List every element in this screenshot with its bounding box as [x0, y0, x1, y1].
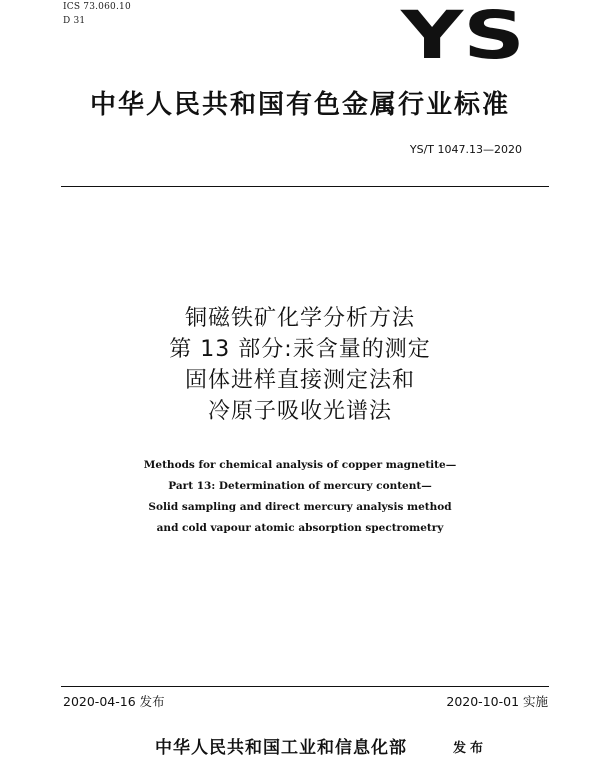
chinese-title-line: 铜磁铁矿化学分析方法 [184, 306, 415, 331]
english-title-line: Methods for chemical analysis of copper magnetite— [143, 459, 457, 471]
english-title-line: Solid sampling and direct mercury analysis method [148, 501, 452, 513]
implementation-date: 2020-10-01 实施 [446, 694, 548, 709]
chinese-title-line: 第 13 部分:汞含量的测定 [169, 337, 431, 362]
logo-text: YS [399, 4, 525, 64]
english-title-line: and cold vapour atomic absorption spectrometry [156, 522, 444, 534]
publish-label: 发布 [453, 741, 488, 756]
chinese-title-line: 固体进样直接测定法和 [184, 368, 415, 393]
footer-divider [61, 686, 549, 687]
header-divider [61, 186, 549, 187]
ics-code: ICS 73.060.10 [63, 2, 131, 12]
english-title [0, 455, 600, 539]
chinese-title-line: 冷原子吸收光谱法 [207, 399, 392, 424]
standard-number: YS/T 1047.13—2020 [409, 143, 522, 156]
issue-date: 2020-04-16 发布 [63, 694, 165, 709]
english-title-line: Part 13: Determination of mercury content— [168, 480, 432, 492]
chinese-title [0, 303, 600, 427]
standard-category: 中华人民共和国有色金属行业标准 [89, 90, 510, 120]
ccs-code: D 31 [63, 16, 86, 26]
ys-logo [399, 4, 527, 64]
publisher: 中华人民共和国工业和信息化部 [155, 738, 407, 758]
